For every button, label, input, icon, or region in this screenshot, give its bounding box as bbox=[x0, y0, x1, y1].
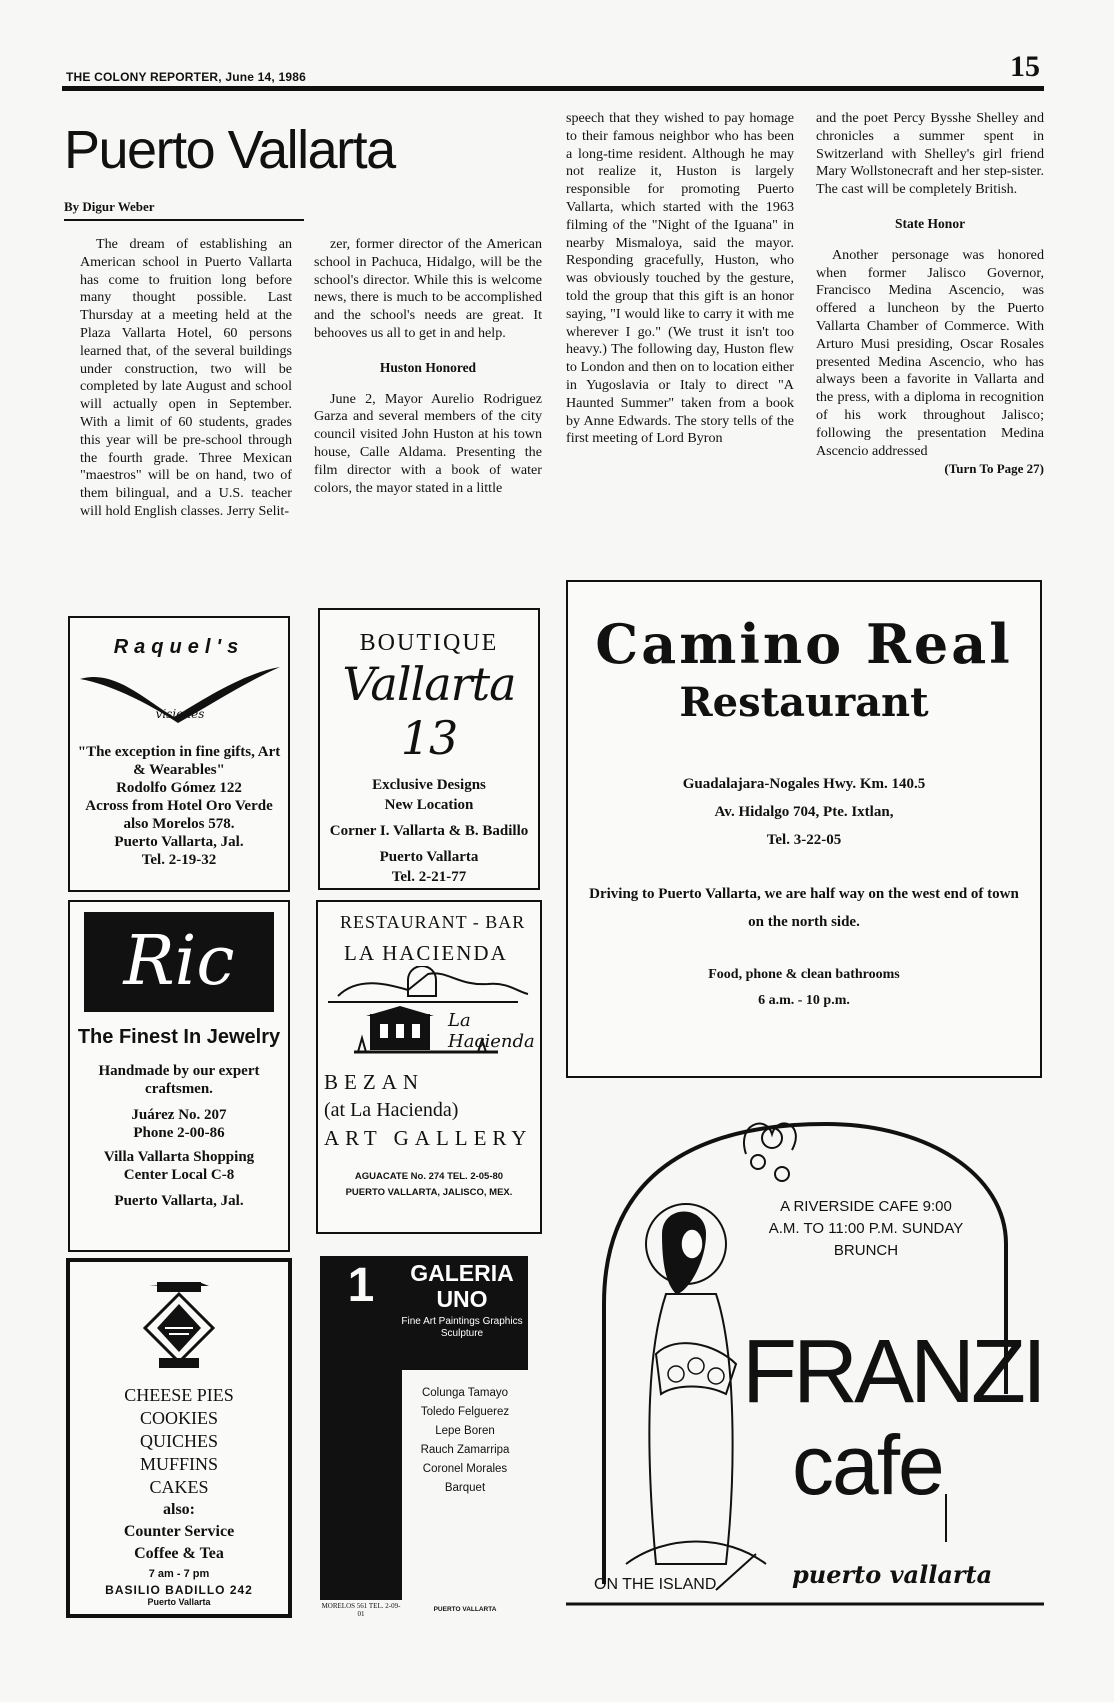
ad-ric-jewelry bbox=[68, 900, 290, 1252]
ric-city: Puerto Vallarta, Jal. bbox=[114, 1193, 244, 1209]
galeria-artist: Barquet bbox=[444, 1482, 486, 1494]
galeria-artist: Boren bbox=[464, 1425, 495, 1437]
galeria-name-1: GALERIA bbox=[410, 1260, 514, 1286]
camino-address-1: Guadalajara-Nogales Hwy. Km. 140.5 bbox=[682, 776, 926, 792]
camino-name-2: Restaurant bbox=[679, 679, 929, 726]
raquels-tagline: "The exception in fine gifts, Art & Wearables" bbox=[77, 744, 281, 778]
camino-amenities: Food, phone & clean bathrooms bbox=[708, 967, 900, 982]
ric-line-1: The Finest In Jewelry bbox=[77, 1026, 281, 1048]
galeria-artist: Colunga bbox=[421, 1387, 465, 1399]
boutique-title: BOUTIQUE bbox=[359, 630, 499, 656]
bakery-address: BASILIO BADILLO 242 bbox=[105, 1583, 253, 1597]
hacienda-title-1: RESTAURANT - BAR bbox=[340, 912, 526, 932]
camino-directions: Driving to Puerto Vallarta, we are half way on the west end of town on the north side. bbox=[589, 886, 1019, 930]
bakery-item: CHEESE PIES bbox=[124, 1385, 234, 1405]
hacienda-city: PUERTO VALLARTA, JALISCO, MEX. bbox=[345, 1187, 513, 1198]
ad-raquels bbox=[68, 616, 290, 892]
franzi-name-1: FRANZI bbox=[742, 1322, 1043, 1422]
bakery-also: also: bbox=[163, 1501, 195, 1518]
column-2-text-b: June 2, Mayor Aurelio Rodriguez Garza and several members of the city council visited John Huston at his town house, Calle Aldama. Presenting the film director with a book of water colors, the mayor stated in a little bbox=[314, 390, 542, 496]
raquels-address-1: Rodolfo Gómez 122 bbox=[116, 780, 242, 796]
hacienda-sign: La Hacienda bbox=[448, 1010, 535, 1052]
raquels-name: Raquel's bbox=[113, 636, 245, 658]
ric-logo: Ric bbox=[84, 912, 274, 1012]
hacienda-gallery-2: (at La Hacienda) bbox=[324, 1099, 459, 1121]
article-column-4 bbox=[816, 110, 1044, 478]
hacienda-title-2: LA HACIENDA bbox=[344, 941, 508, 965]
ad-boutique-vallarta-13 bbox=[318, 608, 540, 890]
franzi-city: puerto vallarta bbox=[792, 1560, 993, 1589]
ric-address: Juárez No. 207 bbox=[131, 1107, 227, 1123]
camino-address-2: Av. Hidalgo 704, Pte. Ixtlan, bbox=[714, 804, 894, 820]
bakery-crest-logo bbox=[139, 1278, 219, 1378]
bakery-item: CAKES bbox=[149, 1477, 209, 1497]
franzi-tag-2: 9:00 A.M. TO 11:00 P.M. bbox=[768, 1198, 952, 1237]
boutique-line-2: New Location bbox=[384, 797, 474, 813]
boutique-line-3: Corner I. Vallarta & B. Badillo bbox=[329, 823, 529, 839]
galeria-artist: Morales bbox=[466, 1463, 508, 1475]
bakery-service: Counter Service bbox=[123, 1523, 235, 1540]
subhead-huston: Huston Honored bbox=[379, 359, 477, 375]
galeria-numeral: 1 bbox=[347, 1259, 375, 1312]
column-3-text: speech that they wished to pay homage to their famous neighbor who has been a long-time resident. Although he may not realize it, Huston is largely responsible for promoting Puerto Vallarta, which started with the 1963 filming of the "Night of the Iguana" in nearby Mismaloya, said the mayor. Responding gracefully, Huston, who was obviously touched by the gesture, told the group that this gift is an honor saying, "I would like to carry it with me wherever I go." (We trust it isn't too heavy.) The following day, Huston flew to London and then on to location either in Yugoslavia or Italy to direct "A Haunted Summer" taken from a book by Anne Edwards. The story tells of the first meeting of Lord Byron bbox=[566, 110, 794, 447]
bakery-item: QUICHES bbox=[139, 1431, 218, 1451]
ad-la-hacienda bbox=[316, 900, 542, 1234]
column-4-text-a: and the poet Percy Bysshe Shelley and chronicles a summer spent in Switzerland with Shelley's girl friend Mary Wollstonecraft and her step-sister. The cast will be completely British. bbox=[816, 110, 1044, 198]
galeria-desc: Sculpture bbox=[440, 1328, 484, 1339]
raquels-logo-text: visiones bbox=[155, 707, 205, 721]
hacienda-address: AGUACATE No. 274 TEL. 2-05-80 bbox=[354, 1171, 504, 1182]
article-column-1 bbox=[80, 236, 292, 521]
franzi-location: ON THE ISLAND bbox=[594, 1576, 717, 1593]
hacienda-gallery-1: BEZAN bbox=[324, 1070, 424, 1094]
galeria-phone: TEL. 2-09-01 bbox=[357, 1602, 401, 1618]
bakery-item: MUFFINS bbox=[139, 1454, 219, 1474]
column-2-text-a: zer, former director of the American school in Pachuca, Hidalgo, will be the school's director. While this is welcome news, there is much to be accomplished and the school's needs are great. It behooves us all to get in and help. bbox=[314, 236, 542, 341]
bakery-item: COOKIES bbox=[139, 1408, 218, 1428]
article-byline: By Digur Weber bbox=[64, 199, 155, 214]
subhead-state: State Honor bbox=[894, 215, 966, 231]
galeria-artist: Felguerez bbox=[457, 1406, 510, 1418]
galeria-artist: Toledo bbox=[420, 1406, 455, 1418]
continued-notice: (Turn To Page 27) bbox=[944, 461, 1044, 477]
boutique-line-1: Exclusive Designs bbox=[372, 777, 486, 793]
galeria-artists bbox=[420, 1384, 510, 1498]
hacienda-gallery-3: ART GALLERY bbox=[324, 1126, 533, 1150]
ad-franzi-cafe bbox=[566, 1094, 1044, 1616]
ric-location: Villa Vallarta Shopping Center Local C-8 bbox=[103, 1149, 255, 1183]
boutique-phone: Tel. 2-21-77 bbox=[391, 869, 467, 885]
galeria-artist: Zamarripa bbox=[457, 1444, 510, 1456]
galeria-name-2: UNO bbox=[436, 1286, 488, 1312]
boutique-city: Puerto Vallarta bbox=[379, 849, 479, 865]
raquels-phone: Tel. 2-19-32 bbox=[141, 852, 217, 868]
raquels-city: Puerto Vallarta, Jal. bbox=[114, 834, 244, 850]
byline-rule bbox=[64, 219, 304, 221]
camino-name-1: Camino Real bbox=[595, 612, 1013, 676]
bakery-drinks: Coffee & Tea bbox=[134, 1545, 224, 1562]
column-1-text: The dream of establishing an American school in Puerto Vallarta has come to fruition long before many thought possible. Last Thursday at a meeting held at the Plaza Vallarta Hotel, 60 persons learned that, of the several buildings under construction, two will be completed by late August and school will actually open in September. With a limit of 60 students, grades this year will be pre-school through the fourth grade. Three Mexican "maestros" will be on hand, two of them bilingual, and a U.S. teacher will hold English classes. Jerry Selit- bbox=[80, 236, 292, 519]
galeria-artist: Lepe bbox=[435, 1425, 461, 1437]
bakery-items bbox=[70, 1384, 288, 1499]
page-number: 15 bbox=[1010, 50, 1040, 83]
galeria-desc: Paintings bbox=[438, 1316, 480, 1327]
bakery-city: Puerto Vallarta bbox=[147, 1597, 211, 1607]
bakery-hours: 7 am - 7 pm bbox=[148, 1568, 210, 1580]
camino-hours: 6 a.m. - 10 p.m. bbox=[758, 993, 850, 1008]
camino-phone: Tel. 3-22-05 bbox=[766, 832, 842, 848]
boutique-name: Vallarta 13 bbox=[342, 657, 516, 765]
raquels-address-2: Across from Hotel Oro Verde also Morelos 578. bbox=[85, 798, 273, 832]
galeria-artist: Coronel bbox=[422, 1463, 464, 1475]
galeria-artist: Tamayo bbox=[467, 1387, 509, 1399]
article-headline: Puerto Vallarta bbox=[64, 120, 395, 180]
ad-camino-real bbox=[566, 580, 1042, 1078]
ric-line-2: Handmade by our expert craftsmen. bbox=[98, 1063, 260, 1097]
ad-galeria-uno bbox=[320, 1256, 544, 1616]
galeria-desc: Graphics bbox=[482, 1316, 523, 1327]
masthead-title: THE COLONY REPORTER, June 14, 1986 bbox=[66, 70, 306, 84]
galeria-artist: Rauch bbox=[420, 1444, 454, 1456]
masthead-rule bbox=[62, 86, 1044, 91]
franzi-tag-1: A RIVERSIDE CAFE bbox=[780, 1198, 919, 1215]
column-4-text-b: Another personage was honored when former Jalisco Governor, Francisco Medina Ascencio, was offered a luncheon by the Puerto Vallarta Chamber of Commerce. With Arturo Musi presiding, Oscar Rosales presented Medina Ascencio, who has always been a favorite in Vallarta and the press, with a diploma in recognition of his work throughout Jalisco; following the presentation Medina Ascencio addressed bbox=[816, 246, 1044, 459]
galeria-title-box bbox=[396, 1256, 528, 1370]
galeria-address: MORELOS 561 bbox=[321, 1602, 368, 1610]
ad-bakery bbox=[66, 1258, 292, 1618]
franzi-name-2: cafe bbox=[792, 1418, 943, 1512]
article-column-2 bbox=[314, 236, 542, 497]
galeria-desc: Fine Art bbox=[401, 1316, 436, 1327]
franzi-tag-3: SUNDAY BRUNCH bbox=[833, 1220, 964, 1259]
ric-phone: Phone 2-00-86 bbox=[133, 1125, 225, 1141]
galeria-city: PUERTO VALLARTA bbox=[433, 1606, 497, 1613]
article-column-3 bbox=[566, 110, 794, 448]
